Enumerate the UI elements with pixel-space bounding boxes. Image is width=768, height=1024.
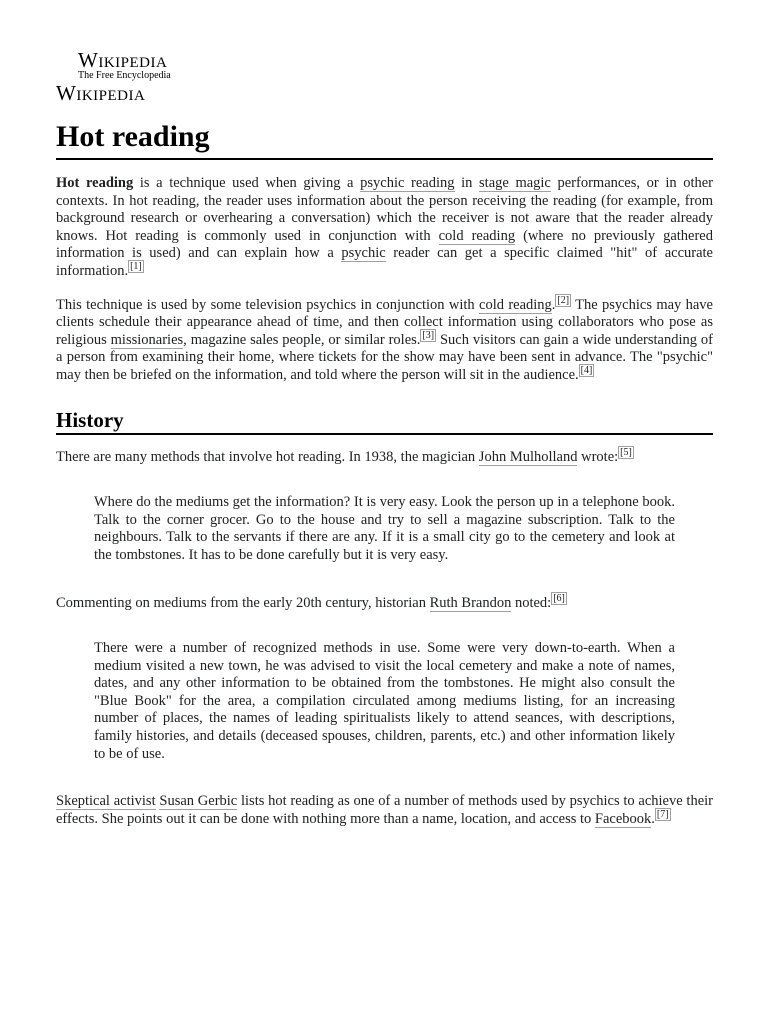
text: , magazine sales people, or similar roles. <box>183 331 421 348</box>
text: wrote: <box>577 448 619 465</box>
quote-text: Where do the mediums get the information? It is very easy. Look the person up in a telephone book. Talk to the corner grocer. Go to the house and try to sell a magazine subscription. Talk to the neighbours. Talk to the servants if there are any. If it is a small city go to the cemetery and look at the tombstones. It has to be done carefully but it is very easy. <box>94 494 675 563</box>
citation-1[interactable]: [1] <box>130 261 142 273</box>
history-intro-paragraph <box>56 446 713 467</box>
text: Such visitors can gain a wide understanding of a person from examining their home, where tickets for the show may have been sent in advance. The "psychic" may then be briefed on the information, and told where the person will sit in the audience. <box>56 331 713 383</box>
technique-paragraph <box>56 294 713 385</box>
text: This technique is used by some television psychics in conjunction with <box>56 296 480 313</box>
citation-2[interactable]: [2] <box>557 294 570 306</box>
citation-3[interactable]: [3] <box>422 329 435 341</box>
text: noted: <box>511 594 552 611</box>
text: . <box>651 810 655 827</box>
link-psychic-reading[interactable]: psychic reading <box>360 175 455 191</box>
citation-4[interactable]: [4] <box>580 365 593 377</box>
term-bold: Hot reading <box>56 175 134 191</box>
text: is a technique used when giving a <box>133 175 361 191</box>
logo-wordmark-top: Wikipedia <box>78 48 168 72</box>
link-susan-gerbic[interactable]: Susan Gerbic <box>159 793 238 810</box>
link-facebook[interactable]: Facebook <box>594 810 652 827</box>
article-body <box>56 175 713 828</box>
link-missionaries[interactable]: missionaries <box>110 331 184 348</box>
logo-tagline: The Free Encyclopedia <box>78 70 171 81</box>
link-psychic[interactable]: psychic <box>341 245 386 262</box>
quote-mulholland <box>94 494 675 564</box>
text: . <box>551 296 556 313</box>
text: There are many methods that involve hot reading. In 1938, the magician <box>56 448 479 465</box>
text: The psychics may have clients schedule their appearance ahead of time, and then collect information using collaborators who pose as religious <box>56 296 713 348</box>
intro-paragraph <box>56 175 713 281</box>
text: in <box>454 175 480 191</box>
text: reader can get a specific claimed "hit" of accurate information. <box>56 245 713 279</box>
text: lists hot reading as one of a number of methods used by psychics to achieve their effects. She points out it can be done with nothing more than a name, location, and access to <box>56 793 713 827</box>
link-skeptical-activist[interactable]: Skeptical activist <box>56 793 156 810</box>
page-title: Hot reading <box>56 118 713 160</box>
text: performances, or in other contexts. In hot reading, the reader uses information about the person receiving the reading (for example, from background research or overhearing a conversation) which the receiver is not aware that the reader already knows. Hot reading is commonly used in conjunction with <box>56 175 714 244</box>
gerbic-paragraph <box>56 793 713 828</box>
link-cold-reading-2[interactable]: cold reading <box>479 296 552 313</box>
quote-text: There were a number of recognized methods in use. Some were very down-to-earth. When a medium visited a new town, he was advised to visit the local cemetery and make a note of names, dates, and any other information to be obtained from the tombstones. He might also consult the "Blue Book" for the area, a compilation circulated among mediums listing, for an increasing number of places, the names of leading spiritualists likely to attend seances, with descriptions, family histories, and details (deceased spouses, children, parents, etc.) and other information likely to be of use. <box>94 640 675 762</box>
quote-brandon <box>94 640 675 763</box>
link-john-mulholland[interactable]: John Mulholland <box>478 448 578 465</box>
citation-5[interactable]: [5] <box>620 446 632 458</box>
citation-7[interactable]: [7] <box>656 809 669 821</box>
citation-6[interactable]: [6] <box>553 592 565 604</box>
link-ruth-brandon[interactable]: Ruth Brandon <box>429 594 512 611</box>
text: (where no previously gathered information is used) and can explain how a <box>56 227 713 262</box>
wikipedia-logo[interactable] <box>56 50 206 103</box>
logo-wordmark-bottom: Wikipedia <box>56 81 146 105</box>
section-heading-history: History <box>56 407 713 435</box>
link-stage-magic[interactable]: stage magic <box>479 175 551 191</box>
link-cold-reading[interactable]: cold reading <box>438 227 516 244</box>
brandon-paragraph <box>56 592 713 613</box>
text: Commenting on mediums from the early 20th century, historian <box>56 594 430 611</box>
